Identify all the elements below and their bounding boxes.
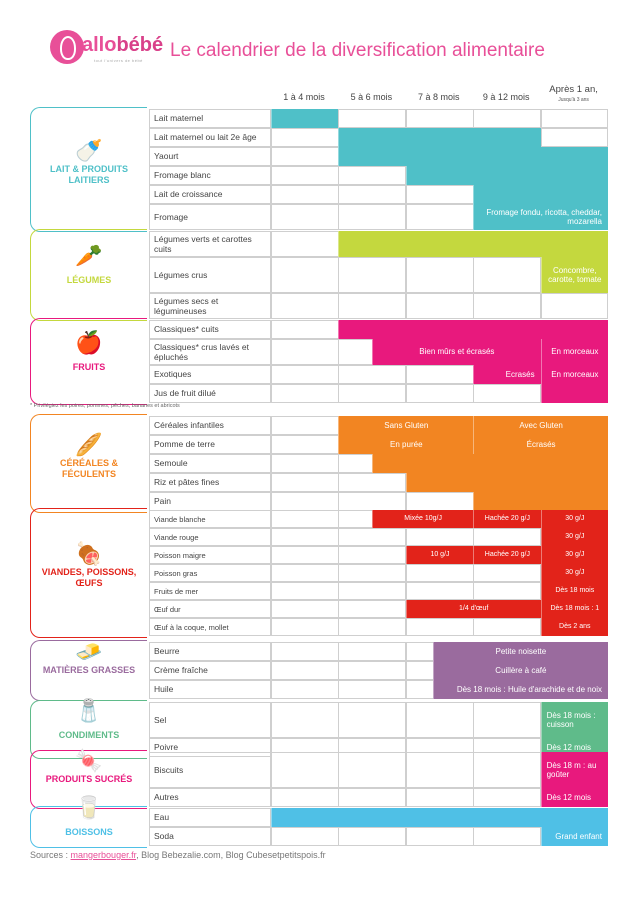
category-name: LÉGUMES: [66, 275, 112, 285]
table-row: [149, 257, 608, 293]
grid-cell: [338, 564, 406, 582]
column-subheader: Jusqu'à 3 ans: [558, 97, 589, 103]
table-row: [149, 320, 608, 339]
food-label: Huile: [149, 680, 271, 699]
table-row: [149, 618, 608, 636]
table-row: [149, 435, 608, 454]
footnote: * Privilégiez les poires, pommes, pêches, bananes et abricots: [30, 403, 180, 409]
grid-cell: [406, 293, 474, 319]
period-bar: Hachée 20 g/J: [473, 546, 540, 564]
grid-cell: [271, 166, 339, 185]
period-bar: [541, 384, 608, 403]
period-bar: [473, 492, 608, 511]
grid-cell: [406, 788, 474, 807]
period-bar: Sans Gluten: [338, 416, 473, 435]
period-bar: Dès 18 mois : cuisson: [541, 702, 608, 738]
food-label: Fruits de mer: [149, 582, 271, 600]
period-bar: Dès 18 mois : 1: [541, 600, 608, 618]
category-name: FRUITS: [72, 361, 106, 372]
grid-cell: [271, 702, 339, 738]
grid-cell: [406, 492, 474, 511]
period-bar: [271, 109, 338, 128]
food-label: Poivre: [149, 738, 271, 757]
table-row: [149, 564, 608, 582]
logo-tagline: tout l'univers de bébé: [94, 58, 143, 63]
grid-cell: [271, 339, 339, 365]
grid-cell: [338, 546, 406, 564]
table-row: [149, 147, 608, 166]
grid-cell: [541, 293, 609, 319]
period-bar: [338, 147, 608, 166]
table-row: [149, 365, 608, 384]
grid-cell: [271, 416, 339, 435]
period-bar: 10 g/J: [406, 546, 473, 564]
grid-cell: [473, 582, 541, 600]
grid-cell: [271, 435, 339, 454]
grid-cell: [338, 257, 406, 293]
period-bar: Dès 12 mois: [541, 738, 608, 757]
food-label: Sel: [149, 702, 271, 738]
grid-cell: [338, 528, 406, 546]
column-header: 7 à 8 mois: [418, 92, 460, 102]
food-label: Légumes secs et légumineuses: [149, 293, 271, 319]
food-label: Semoule: [149, 454, 271, 473]
logo-text-allo: allo: [82, 34, 117, 56]
period-bar: Dès 2 ans: [541, 618, 608, 636]
grid-cell: [406, 752, 474, 788]
period-bar: [372, 454, 608, 473]
food-label: Œuf à la coque, mollet: [149, 618, 271, 636]
grid-cell: [406, 827, 474, 846]
period-bar: 1/4 d'œuf: [406, 600, 541, 618]
grid-cell: [271, 582, 339, 600]
grid-cell: [473, 788, 541, 807]
sources-rest: , Blog Bebezalie.com, Blog Cubesetpetitspois.fr: [136, 850, 326, 860]
grid-cell: [473, 618, 541, 636]
candy-icon: 🍬: [75, 747, 103, 773]
grid-cell: [271, 564, 339, 582]
grid-cell: [338, 702, 406, 738]
food-label: Légumes crus: [149, 257, 271, 293]
grid-cell: [338, 293, 406, 319]
page-title: Le calendrier de la diversification alimentaire: [170, 40, 545, 61]
grid-cell: [338, 680, 406, 699]
grid-cell: [271, 528, 339, 546]
period-bar: En purée: [338, 435, 473, 454]
grid-cell: [338, 109, 406, 128]
grid-cell: [406, 384, 474, 403]
period-bar: [338, 128, 540, 147]
table-row: [149, 702, 608, 738]
food-label: Poisson gras: [149, 564, 271, 582]
grid-cell: [406, 204, 474, 230]
grid-cell: [338, 618, 406, 636]
grid-cell: [271, 257, 339, 293]
food-label: Lait maternel ou lait 2e âge: [149, 128, 271, 147]
period-bar: Fromage fondu, ricotta, cheddar, mozarella: [473, 204, 608, 230]
food-label: Jus de fruit dilué: [149, 384, 271, 403]
food-label: Classiques* cuits: [149, 320, 271, 339]
grid-cell: [338, 642, 406, 661]
period-bar: Dès 18 mois : Huile d'arachide et de noix: [433, 680, 608, 699]
food-label: Exotiques: [149, 365, 271, 384]
table-row: [149, 109, 608, 128]
logo-text-bebe: bébé: [116, 34, 164, 56]
food-label: Eau: [149, 808, 271, 827]
grid-cell: [271, 320, 339, 339]
grid-cell: [406, 618, 474, 636]
grid-cell: [271, 680, 339, 699]
food-label: Pain: [149, 492, 271, 511]
grid-cell: [338, 185, 406, 204]
column-header: Après 1 an,: [549, 84, 598, 95]
food-label: Viande rouge: [149, 528, 271, 546]
table-row: [149, 454, 608, 473]
category-name: PRODUITS SUCRÉS: [45, 773, 133, 784]
table-row: [149, 788, 608, 807]
table-row: [149, 204, 608, 230]
category-name: LAIT & PRODUITS LAITIERS: [50, 163, 128, 185]
category-name: VIANDES, POISSONS, ŒUFS: [41, 567, 137, 589]
grid-cell: [541, 109, 609, 128]
food-label: Viande blanche: [149, 510, 271, 528]
grid-cell: [338, 204, 406, 230]
period-bar: [406, 166, 608, 185]
table-row: [149, 582, 608, 600]
category-name: CÉRÉALES & FÉCULENTS: [59, 457, 118, 479]
grid-cell: [406, 365, 474, 384]
grid-cell: [338, 600, 406, 618]
grid-cell: [473, 257, 541, 293]
grid-cell: [271, 642, 339, 661]
allobebe-logo: [50, 28, 164, 68]
food-label: Œuf dur: [149, 600, 271, 618]
period-bar: Grand enfant: [541, 827, 608, 846]
table-row: [149, 384, 608, 403]
table-row: [149, 231, 608, 257]
sources-prefix: Sources :: [30, 850, 71, 860]
grid-cell: [473, 752, 541, 788]
period-bar: Dès 18 mois: [541, 582, 608, 600]
grid-cell: [338, 752, 406, 788]
period-bar: Dès 18 m : au goûter: [541, 752, 608, 788]
grid-cell: [338, 582, 406, 600]
food-label: Autres: [149, 788, 271, 807]
table-row: [149, 680, 608, 699]
period-bar: [271, 808, 608, 827]
food-label: Biscuits: [149, 752, 271, 788]
grid-cell: [271, 661, 339, 680]
period-bar: Écrasés: [473, 435, 608, 454]
grid-cell: [271, 546, 339, 564]
food-label: Lait maternel: [149, 109, 271, 128]
category-name: CONDIMENTS: [58, 729, 120, 740]
grid-cell: [406, 702, 474, 738]
grid-cell: [338, 473, 406, 492]
grid-cell: [473, 702, 541, 738]
grid-cell: [271, 788, 339, 807]
period-bar: Cuillère à café: [433, 661, 608, 680]
vegetables-icon: 🥕: [75, 243, 103, 268]
grid-cell: [338, 365, 406, 384]
period-bar: Avec Gluten: [473, 416, 608, 435]
period-bar: 30 g/J: [541, 510, 608, 528]
meat-icon: 🍖: [75, 541, 103, 566]
grid-cell: [406, 564, 474, 582]
table-row: [149, 128, 608, 147]
grid-cell: [271, 510, 339, 528]
table-row: [149, 827, 608, 846]
food-label: Céréales infantiles: [149, 416, 271, 435]
grid-cell: [338, 166, 406, 185]
salt-icon: 🧂: [75, 697, 103, 723]
grid-cell: [271, 147, 339, 166]
table-row: [149, 510, 608, 528]
food-label: Pomme de terre: [149, 435, 271, 454]
grid-cell: [271, 600, 339, 618]
grid-cell: [473, 293, 541, 319]
grid-cell: [473, 528, 541, 546]
table-row: [149, 600, 608, 618]
grid-cell: [541, 128, 609, 147]
grid-cell: [271, 827, 339, 846]
food-label: Yaourt: [149, 147, 271, 166]
grid-cell: [406, 185, 474, 204]
grid-cell: [406, 528, 474, 546]
food-label: Riz et pâtes fines: [149, 473, 271, 492]
table-row: [149, 166, 608, 185]
period-bar: [338, 320, 608, 339]
food-label: Soda: [149, 827, 271, 846]
grid-cell: [338, 661, 406, 680]
column-header: 5 à 6 mois: [350, 92, 393, 102]
grid-cell: [473, 564, 541, 582]
grid-cell: [271, 752, 339, 788]
column-header: 9 à 12 mois: [482, 92, 530, 102]
oil-icon: 🧈: [75, 638, 103, 664]
period-bar: 30 g/J: [541, 546, 608, 564]
grid-cell: [271, 204, 339, 230]
table-row: [149, 339, 608, 365]
sources: [30, 850, 326, 860]
grid-cell: [271, 384, 339, 403]
food-label: Crème fraîche: [149, 661, 271, 680]
period-bar: Dès 12 mois: [541, 788, 608, 807]
period-bar: Ecrasés: [473, 365, 540, 384]
table-row: [149, 185, 608, 204]
grid-cell: [473, 109, 541, 128]
grid-cell: [271, 128, 339, 147]
food-label: Poisson maigre: [149, 546, 271, 564]
grid-cell: [338, 384, 406, 403]
period-bar: [338, 231, 608, 257]
food-label: Lait de croissance: [149, 185, 271, 204]
period-bar: 30 g/J: [541, 564, 608, 582]
food-label: Fromage blanc: [149, 166, 271, 185]
period-bar: Bien mûrs et écrasés: [372, 339, 541, 365]
column-header: 1 à 4 mois: [283, 92, 325, 102]
table-row: [149, 416, 608, 435]
grid-cell: [473, 827, 541, 846]
fruit-icon: 🍎: [75, 329, 103, 355]
grid-cell: [473, 384, 541, 403]
table-row: [149, 808, 608, 827]
grid-cell: [271, 293, 339, 319]
milk-icon: 🍼: [75, 137, 103, 163]
grid-cell: [406, 582, 474, 600]
grid-cell: [271, 185, 339, 204]
food-label: Classiques* crus lavés et épluchés: [149, 339, 271, 365]
period-bar: Concombre, carotte, tomate: [541, 257, 608, 293]
period-bar: [473, 185, 608, 204]
period-bar: En morceaux: [541, 339, 608, 365]
period-bar: [406, 473, 608, 492]
grid-cell: [271, 473, 339, 492]
period-bar: Petite noisette: [433, 642, 608, 661]
period-bar: Hachée 20 g/J: [473, 510, 540, 528]
food-label: Légumes verts et carottes cuits: [149, 231, 271, 257]
period-bar: 30 g/J: [541, 528, 608, 546]
category-name: MATIÈRES GRASSES: [42, 664, 136, 675]
grid-cell: [271, 618, 339, 636]
period-bar: Mixée 10g/J: [372, 510, 473, 528]
period-bar: En morceaux: [541, 365, 608, 384]
grid-cell: [271, 492, 339, 511]
grid-cell: [406, 257, 474, 293]
grid-cell: [406, 109, 474, 128]
food-label: Beurre: [149, 642, 271, 661]
table-row: [149, 642, 608, 661]
glass-icon: 🥛: [75, 795, 103, 820]
grid-cell: [338, 788, 406, 807]
logo-mark-icon: [50, 30, 84, 64]
table-row: [149, 473, 608, 492]
table-row: [149, 752, 608, 788]
bread-icon: 🥖: [75, 431, 103, 457]
category-name: BOISSONS: [65, 827, 113, 837]
grid-cell: [271, 454, 339, 473]
grid-cell: [338, 827, 406, 846]
table-row: [149, 546, 608, 564]
grid-cell: [271, 365, 339, 384]
table-row: [149, 661, 608, 680]
sources-link[interactable]: mangerbouger.fr: [70, 850, 137, 860]
table-row: [149, 293, 608, 319]
food-label: Fromage: [149, 204, 271, 230]
table-row: [149, 528, 608, 546]
grid-cell: [271, 231, 339, 257]
grid-cell: [338, 492, 406, 511]
table-row: [149, 492, 608, 511]
